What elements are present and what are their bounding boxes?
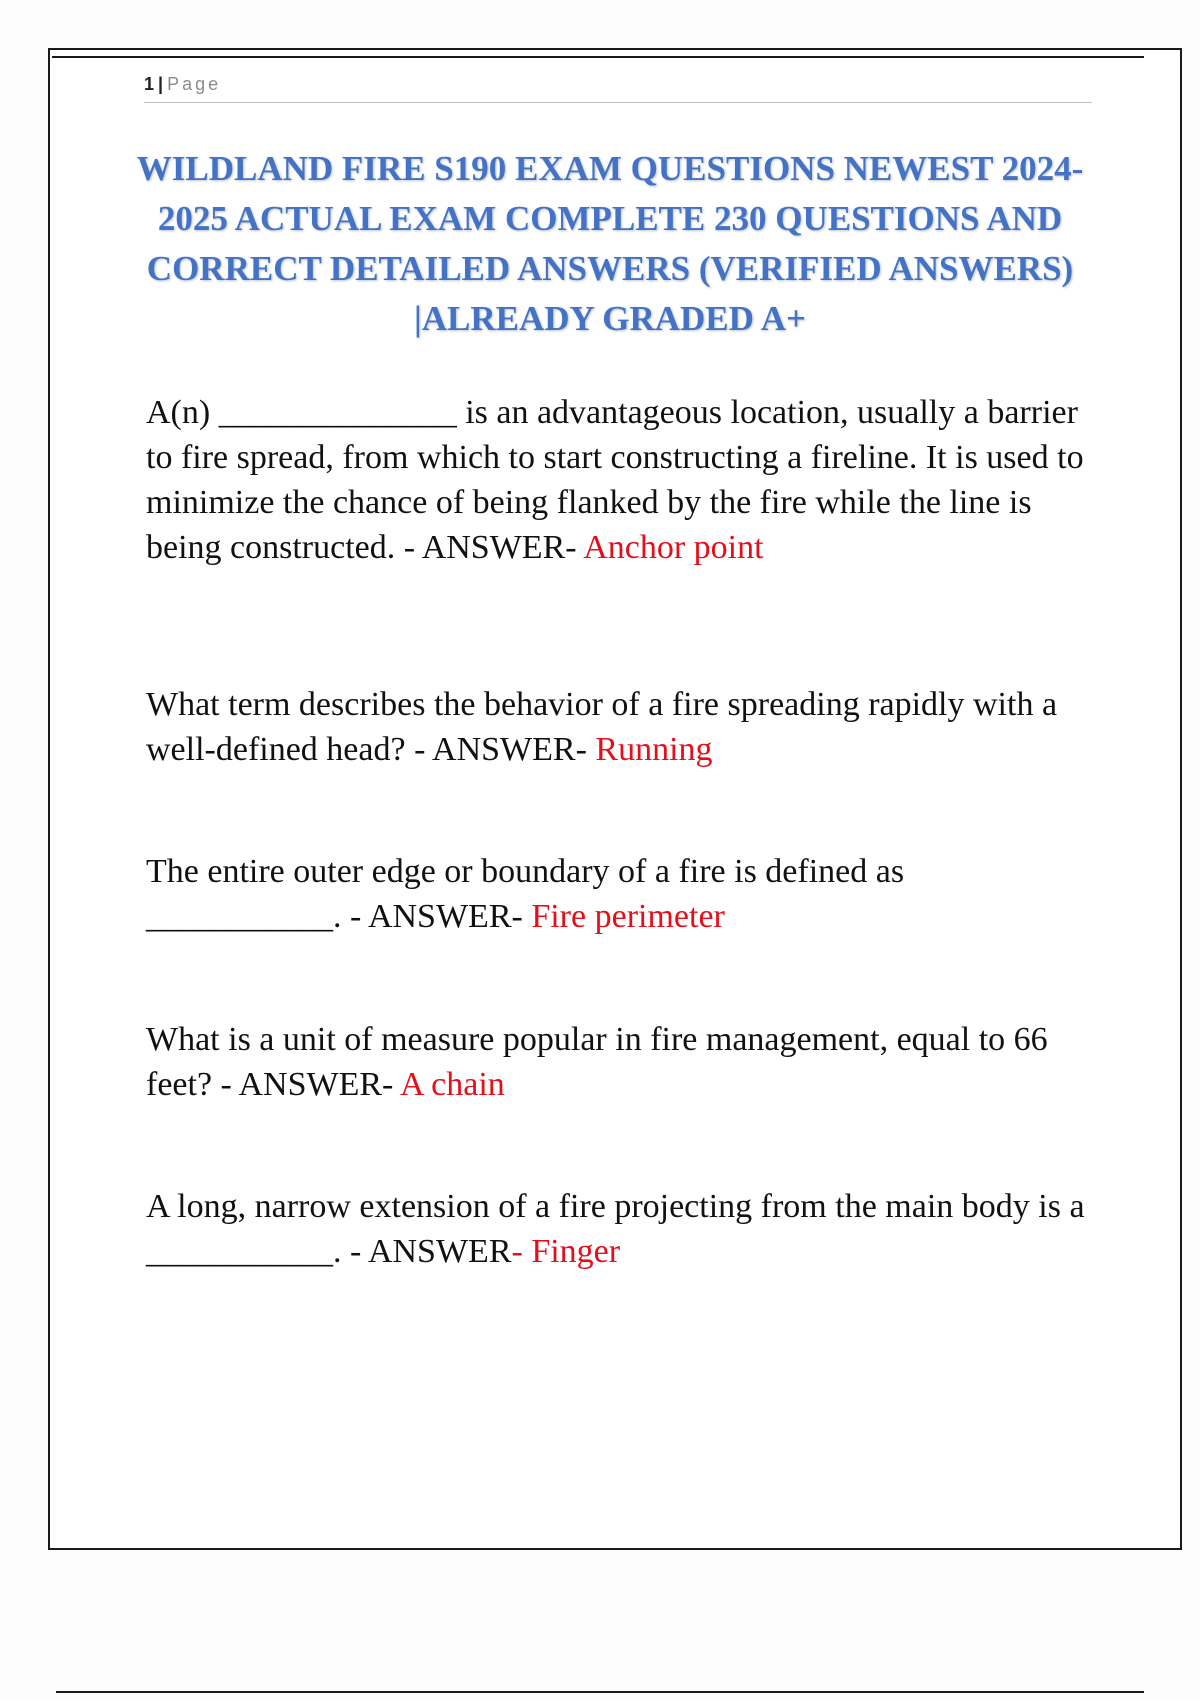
question-text: A(n) ______________ is an advantageous location, usually a barrier to fire spread, from which to start constructing a fireline. It is used to minimize the chance of being flanked by the fire while the line is being constructed. - ANSWER- [146,394,1084,566]
answer-text: Fire perimeter [531,898,725,935]
qa-item-5 [146,1184,1106,1274]
answer-text: - Finger [511,1233,621,1270]
question-text: What is a unit of measure popular in fire management, equal to 66 feet? - ANSWER- [146,1021,1048,1103]
question-text: The entire outer edge or boundary of a fire is defined as ___________. - ANSWER- [146,853,905,935]
answer-text: Anchor point [583,529,764,566]
page-header [144,74,1092,103]
bottom-rule [56,1691,1144,1693]
answer-text: A chain [400,1066,505,1103]
question-text: What term describes the behavior of a fire spreading rapidly with a well-defined head? - ANSWER- [146,686,1058,768]
top-rule [52,56,1144,58]
qa-item-1 [146,390,1106,570]
page-separator: | [158,74,164,94]
page-number: 1 [144,74,155,94]
qa-item-2 [146,682,1106,772]
page-word: Page [167,74,222,94]
qa-item-3 [146,849,1106,939]
question-text: A long, narrow extension of a fire projecting from the main body is a ___________. - ANSWER [146,1188,1085,1270]
qa-item-4 [146,1017,1106,1107]
answer-text: Running [595,731,713,768]
document-title: WILDLAND FIRE S190 EXAM QUESTIONS NEWEST 2024-2025 ACTUAL EXAM COMPLETE 230 QUESTIONS AND CORRECT DETAILED ANSWERS (VERIFIED ANSWERS) |ALREADY GRADED A+ [136,149,1084,338]
